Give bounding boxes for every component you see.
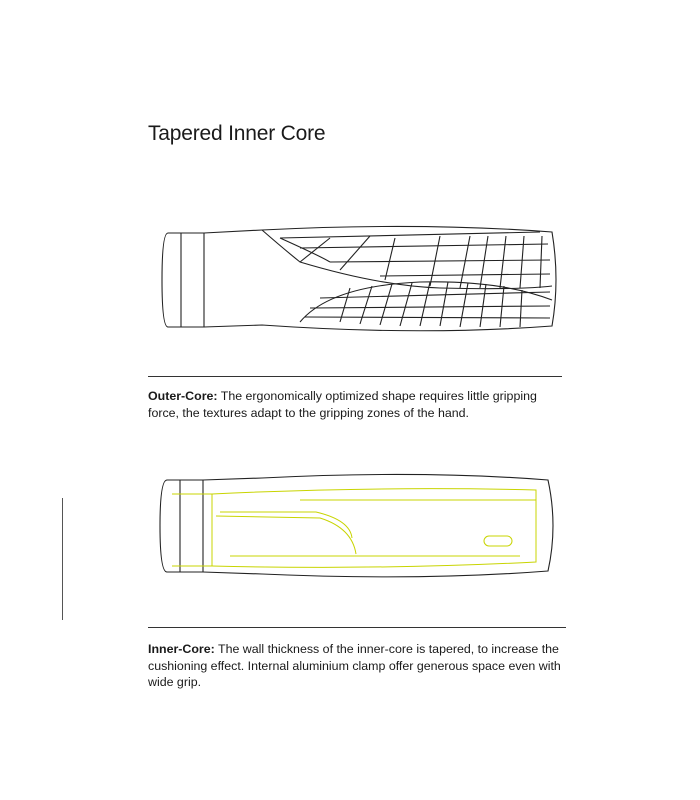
inner-core-text: The wall thickness of the inner-core is tapered, to increase the cushioning effect. Internal aluminium clamp offer generous space even with wide grip. xyxy=(148,642,561,689)
outer-core-label: Outer-Core: xyxy=(148,389,218,403)
inner-core-label: Inner-Core: xyxy=(148,642,215,656)
outer-core-text: The ergonomically optimized shape requires little gripping force, the textures adapt to the gripping zones of the hand. xyxy=(148,389,537,420)
inner-core-caption xyxy=(148,641,566,691)
divider-bottom xyxy=(148,627,566,628)
page-title: Tapered Inner Core xyxy=(148,122,326,146)
margin-mark xyxy=(62,498,63,620)
